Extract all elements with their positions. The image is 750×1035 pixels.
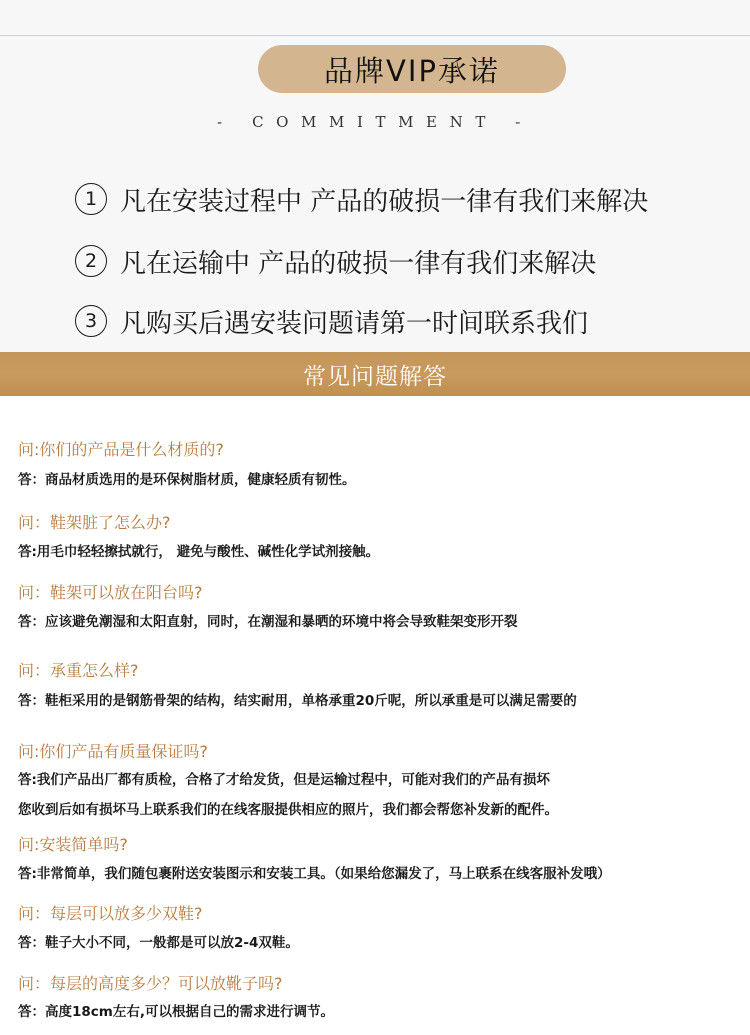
promise-item-3 — [75, 299, 588, 343]
faq-question-5: 问:你们产品有质量保证吗? — [18, 742, 208, 761]
faq-answer-5-line-2: 您收到后如有损坏马上联系我们的在线客服提供相应的照片，我们都会帮您补发新的配件。 — [18, 802, 558, 818]
faq-answer-7: 答：鞋子大小不同，一般都是可以放2-4双鞋。 — [18, 935, 299, 951]
faq-question-4: 问：承重怎么样? — [18, 661, 139, 680]
promise-item-1 — [75, 177, 648, 221]
faq-answer-5-line-1: 答:我们产品出厂都有质检，合格了才给发货，但是运输过程中，可能对我们的产品有损坏 — [18, 772, 550, 788]
brand-vip-commitment-section — [0, 0, 750, 352]
faq-answer-6: 答:非常简单，我们随包裹附送安装图示和安装工具。（如果给您漏发了，马上联系在线客服补发哦） — [18, 866, 611, 882]
circled-number-3: 3 — [75, 305, 107, 337]
title-badge — [258, 45, 566, 93]
faq-question-2: 问：鞋架脏了怎么办? — [18, 513, 171, 532]
promise-text-2: 凡在运输中 产品的破损一律有我们来解决 — [120, 248, 597, 279]
page-title: 品牌VIP承诺 — [324, 53, 500, 88]
faq-question-7: 问：每层可以放多少双鞋? — [18, 904, 203, 923]
faq-answer-2: 答:用毛巾轻轻擦拭就行， 避免与酸性、碱性化学试剂接触。 — [18, 544, 380, 560]
promise-item-2 — [75, 239, 596, 283]
faq-question-3: 问：鞋架可以放在阳台吗? — [18, 583, 203, 602]
circled-number-2: 2 — [75, 245, 107, 277]
top-divider — [0, 35, 750, 36]
promise-text-3: 凡购买后遇安装问题请第一时间联系我们 — [120, 308, 589, 339]
faq-question-6: 问:安装简单吗? — [18, 835, 128, 854]
promise-text-1: 凡在安装过程中 产品的破损一律有我们来解决 — [120, 186, 649, 217]
faq-answer-3: 答：应该避免潮湿和太阳直射，同时，在潮湿和暴晒的环境中将会导致鞋架变形开裂 — [18, 614, 518, 630]
faq-answer-1: 答：商品材质选用的是环保树脂材质，健康轻质有韧性。 — [18, 472, 356, 488]
faq-answer-8: 答：高度18cm左右,可以根据自己的需求进行调节。 — [18, 1004, 334, 1020]
faq-question-1: 问:你们的产品是什么材质的? — [18, 440, 224, 459]
circled-number-1: 1 — [75, 183, 107, 215]
faq-title: 常见问题解答 — [303, 363, 447, 390]
faq-banner — [0, 352, 750, 396]
commitment-subtitle: - COMMITMENT - — [217, 113, 533, 131]
faq-answer-4: 答：鞋柜采用的是钢筋骨架的结构，结实耐用，单格承重20斤呢，所以承重是可以满足需要的 — [18, 693, 577, 709]
faq-question-8: 问：每层的高度多少？可以放靴子吗? — [18, 974, 283, 993]
